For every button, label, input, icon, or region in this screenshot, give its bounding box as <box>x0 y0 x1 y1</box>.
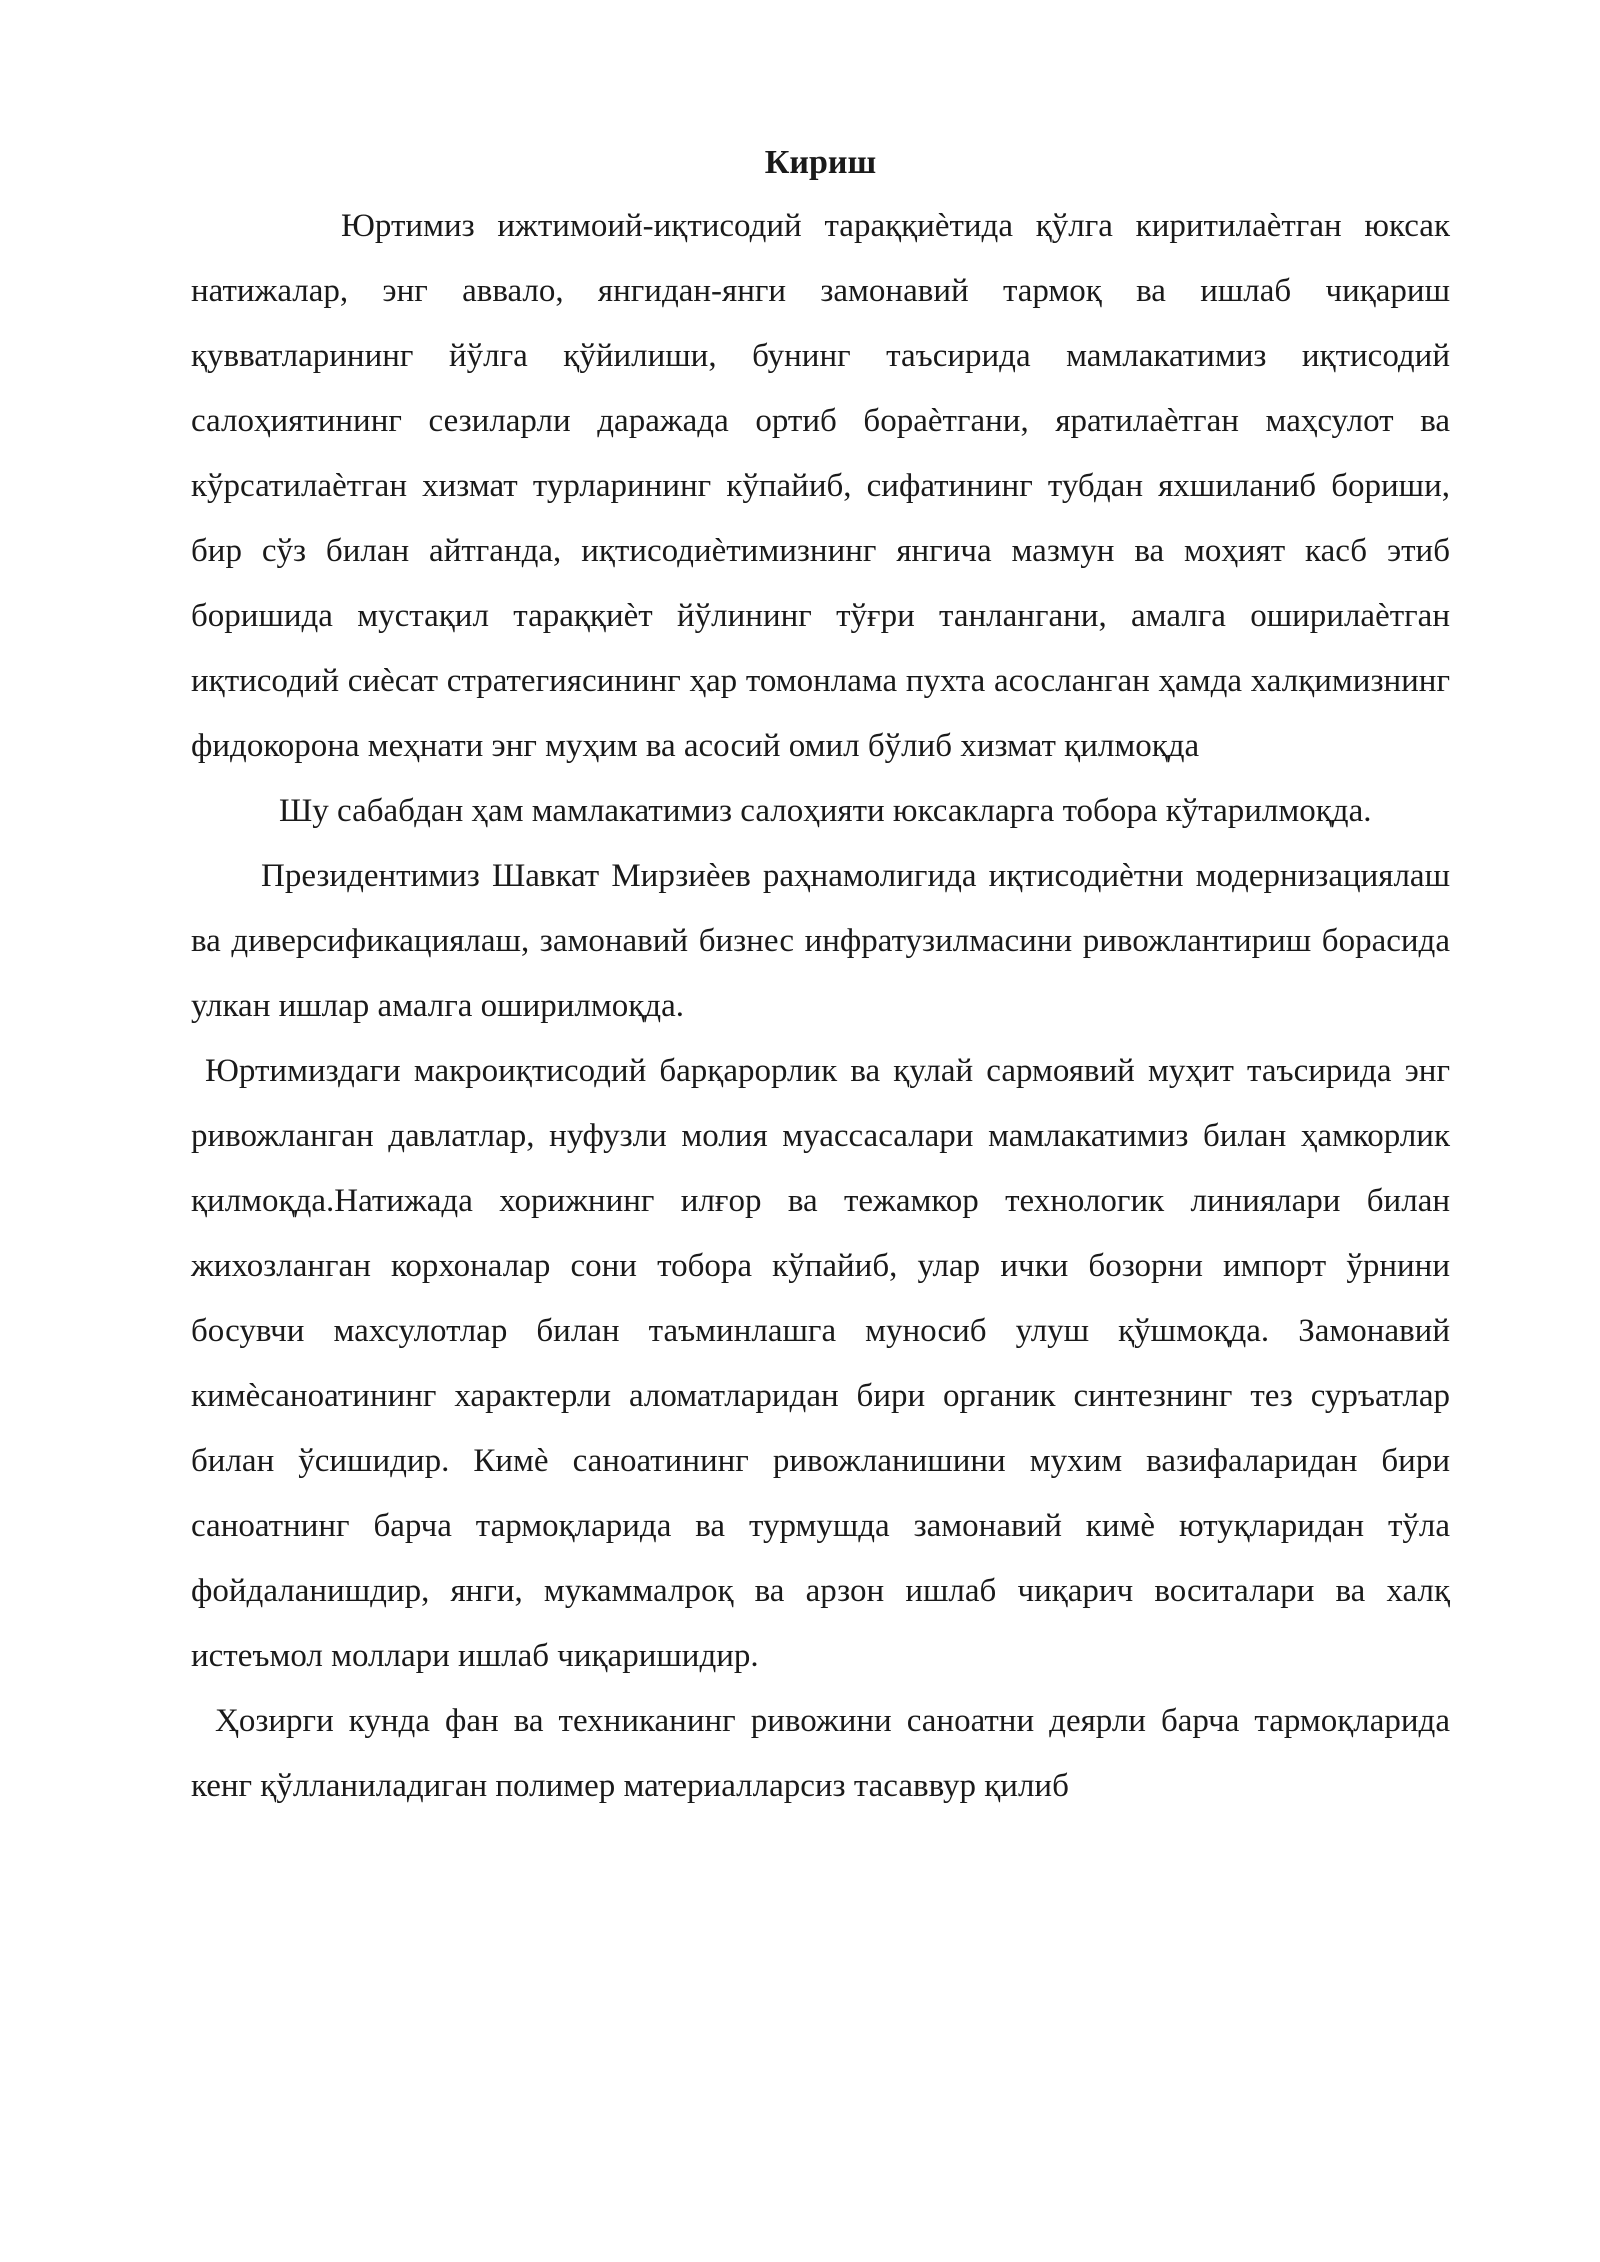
page-title: Кириш <box>764 144 877 181</box>
paragraph-3: Президентимиз Шавкат Мирзиѐев раҳнамолигида иқтисодиѐтни модернизациялаш ва диверсификациялаш, замонавий бизнес инфратузилмасини ривожлантириш борасида улкан ишлар амалга оширилмоқда. <box>191 858 1450 1024</box>
paragraph-2: Шу сабабдан ҳам мамлакатимиз салоҳияти юксакларга тобора кўтарилмоқда. <box>279 793 1372 829</box>
document-body <box>191 138 1450 1819</box>
paragraph-5: Ҳозирги кунда фан ва техниканинг ривожини саноатни деярли барча тармоқларида кенг қўлланиладиган полимер материалларсиз тасаввур қилиб <box>191 1703 1450 1804</box>
paragraph-4: Юртимиздаги макроиқтисодий барқарорлик ва қулай сармоявий муҳит таъсирида энг ривожланган давлатлар, нуфузли молия муассасалари мамлакатимиз билан ҳамкорлик қилмоқда.Натижада хорижнинг илғор ва тежамкор технологик линиялари билан жихозланган корхоналар сони тобора кўпайиб, улар ички бозорни импорт ўрнини босувчи махсулотлар билан таъминлашга муносиб улуш қўшмоқда. Замонавий кимѐсаноатининг характерли аломатларидан бири органик синтезнинг тез суръатлар билан ўсишидир. Кимѐ саноатининг ривожланишини мухим вазифаларидан бири саноатнинг барча тармоқларида ва турмушда замонавий кимѐ ютуқларидан тўла фойдаланишдир, янги, мукаммалроқ ва арзон ишлаб чиқарич воситалари ва халқ истеъмол моллари ишлаб чиқаришидир. <box>191 1053 1450 1674</box>
paragraph-1: Юртимиз ижтимоий-иқтисодий тараққиѐтида қўлга киритилаѐтган юксак натижалар, энг аввало, янгидан-янги замонавий тармоқ ва ишлаб чиқариш қувватларининг йўлга қўйилиши, бунинг таъсирида мамлакатимиз иқтисодий салоҳиятининг сезиларли даражада ортиб бораѐтгани, яратилаѐтган маҳсулот ва кўрсатилаѐтган хизмат турларининг кўпайиб, сифатининг тубдан яхшиланиб бориши, бир сўз билан айтганда, иқтисодиѐтимизнинг янгича мазмун ва моҳият касб этиб боришида мустақил тараққиѐт йўлининг тўғри танлангани, амалга оширилаѐтган иқтисодий сиѐсат стратегиясининг ҳар томонлама пухта асосланган ҳамда халқимизнинг фидокорона меҳнати энг муҳим ва асосий омил бўлиб хизмат қилмоқда <box>191 208 1450 764</box>
